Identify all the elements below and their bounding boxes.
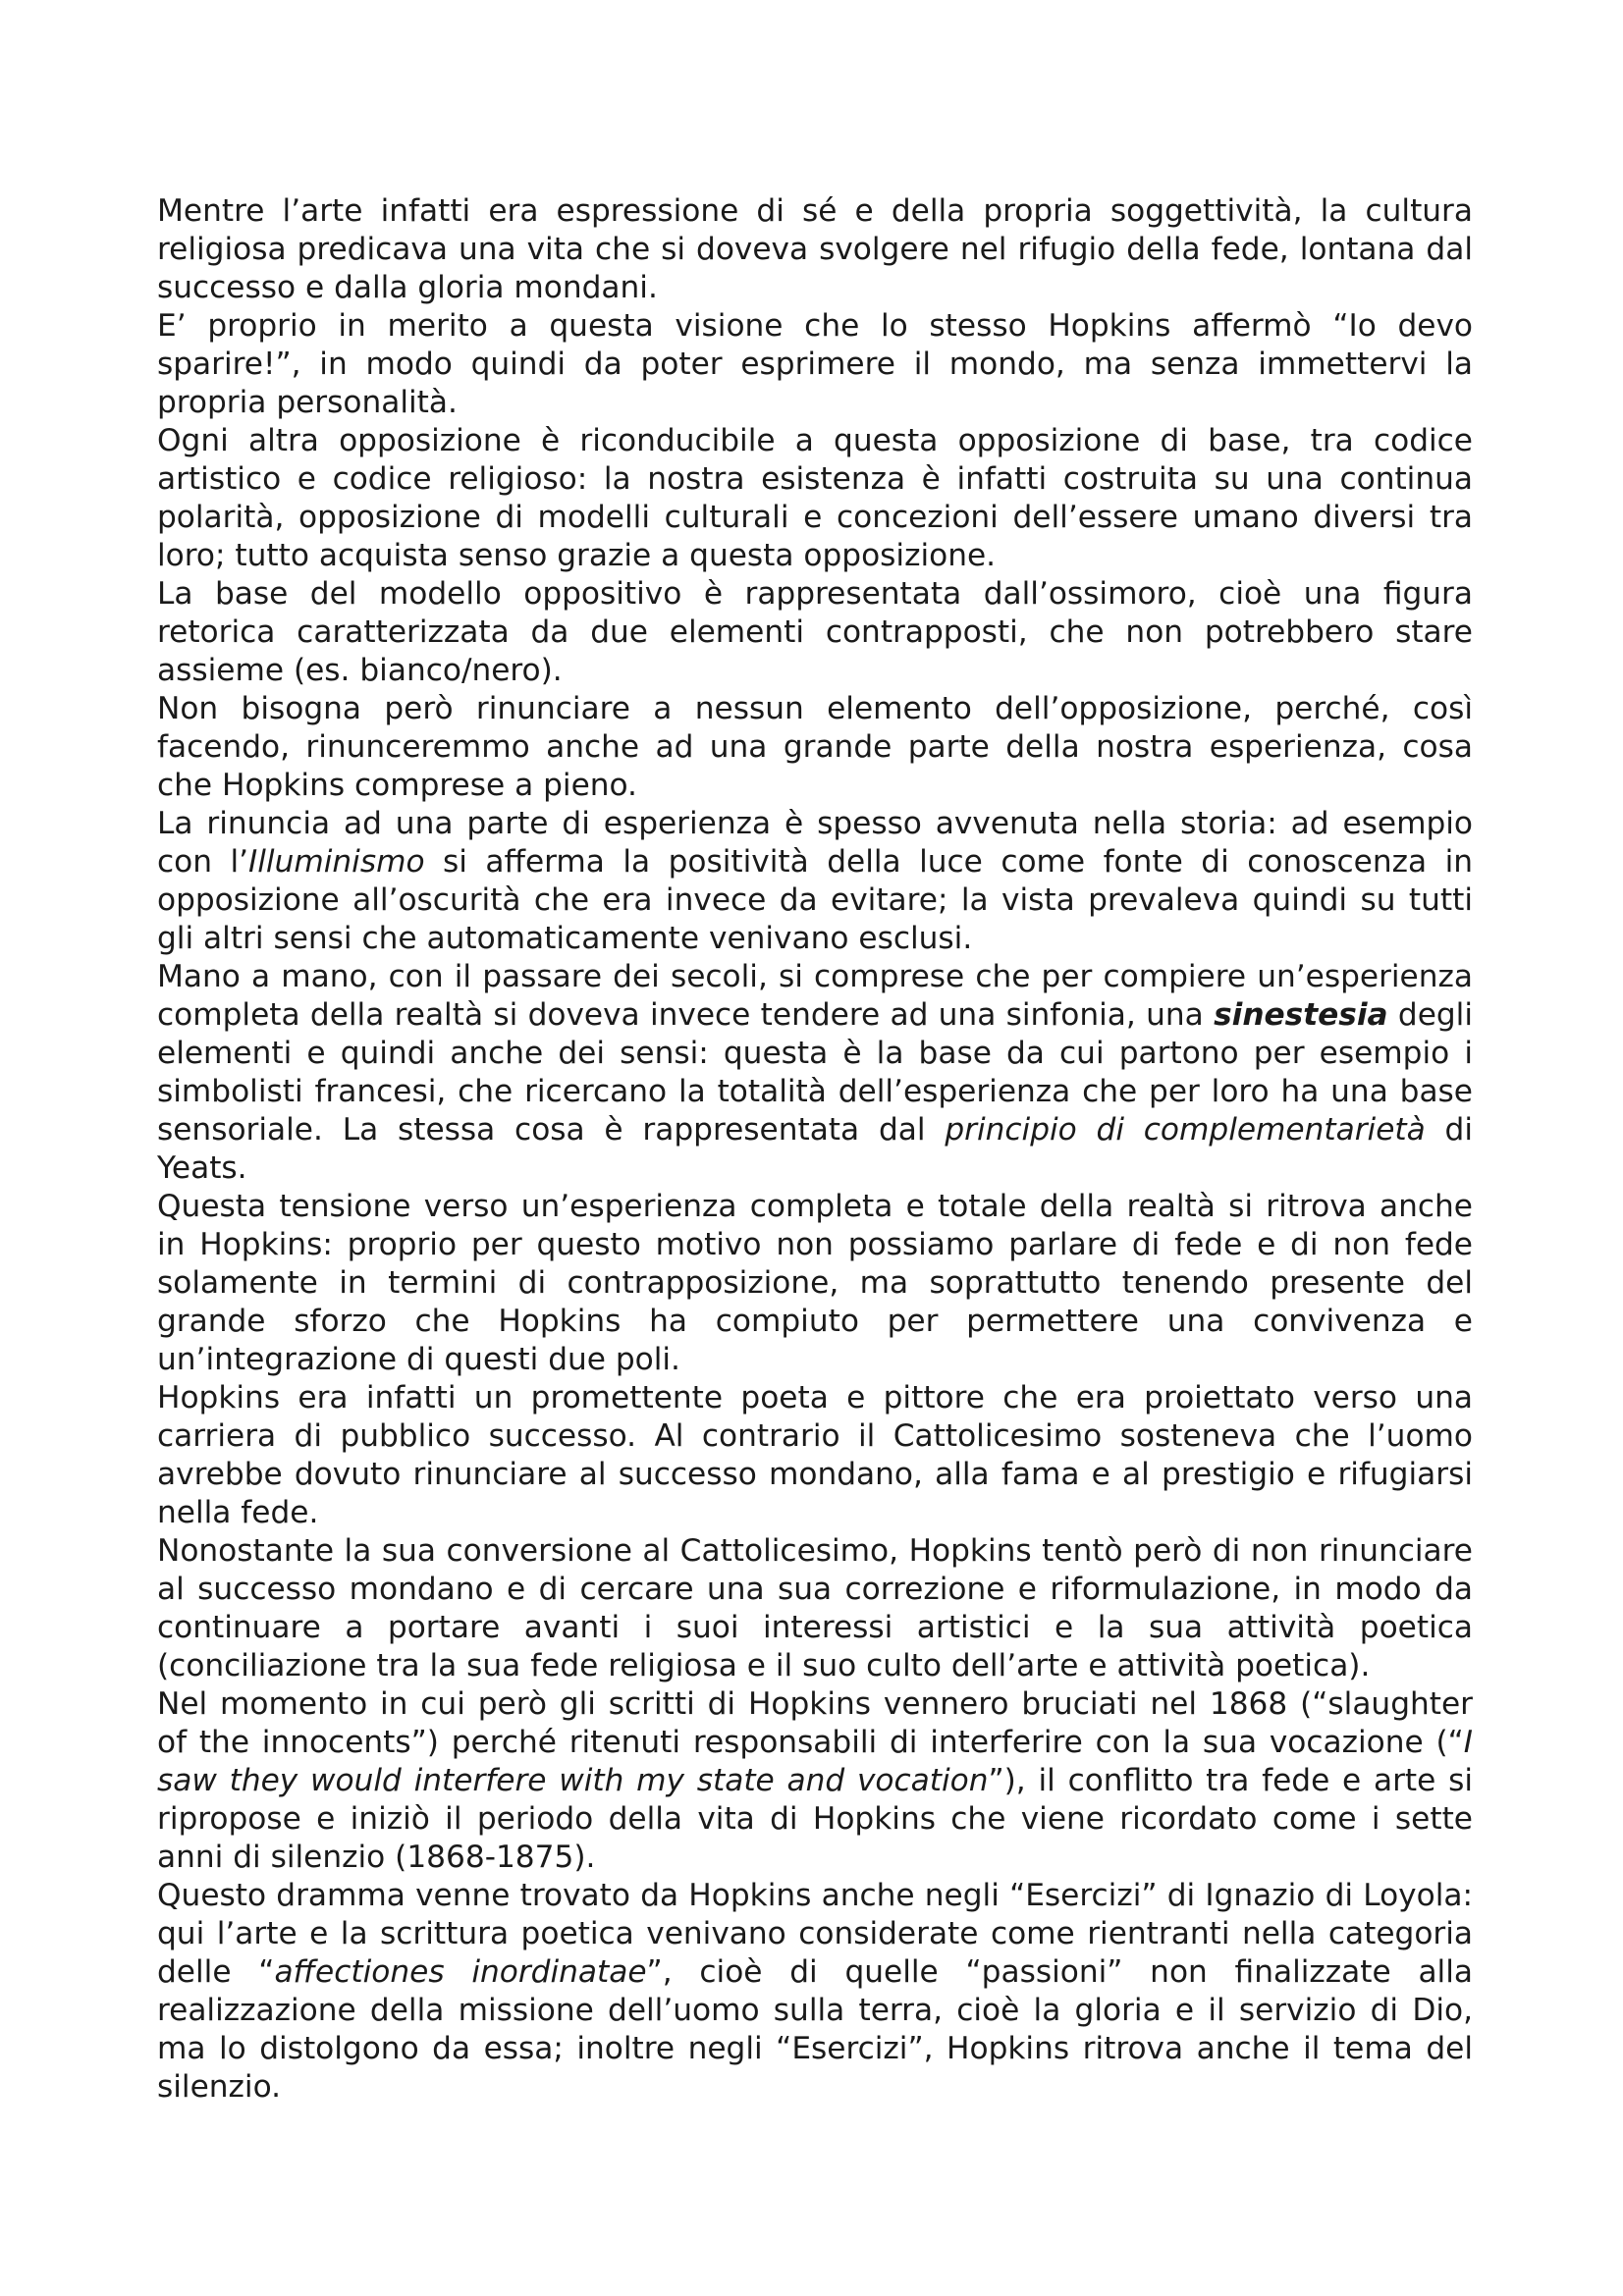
- paragraph-12-text-b: ”, cioè di quelle “passioni” non finalizzate alla realizzazione della missione dell’uomo sulla terra, cioè la gloria e il servizio di Dio, ma lo distolgono da essa; inoltre negli “Esercizi”, Hopkins ritrova anche il tema del silenzio.: [157, 1954, 1473, 2105]
- sinestesia-term: [1214, 997, 1388, 1033]
- paragraph-10: Nonostante la sua conversione al Cattolicesimo, Hopkins tentò però di non rinunciare al successo mondano e di cercare una sua correzione e riformulazione, in modo da continuare a portare avanti i suoi interessi artistici e la sua attività poetica (conciliazione tra la sua fede religiosa e il suo culto dell’arte e attività poetica).: [157, 1533, 1473, 1683]
- paragraph-12-text-a: Questo dramma venne trovato da Hopkins anche negli “Esercizi” di Ignazio di Loyola: qui l’arte e la scrittura poetica venivano considerate come rientranti nella categoria delle “: [157, 1878, 1473, 1990]
- affectiones-term: affectiones inordinatae: [274, 1954, 647, 1990]
- paragraph-6: [157, 805, 1473, 958]
- complementarieta-term: principio di complementarietà: [945, 1112, 1426, 1148]
- paragraph-4: La base del modello oppositivo è rappresentata dall’ossimoro, cioè una figura retorica caratterizzata da due elementi contrapposti, che non potrebbero stare assieme (es. bianco/nero).: [157, 576, 1473, 688]
- sinestesia-term-italic: sinestesia: [1214, 997, 1388, 1033]
- paragraph-11: [157, 1685, 1473, 1877]
- paragraph-9: Hopkins era infatti un promettente poeta e pittore che era proiettato verso una carriera di pubblico successo. Al contrario il Cattolicesimo sosteneva che l’uomo avrebbe dovuto rinunciare al successo mondano, alla fama e al prestigio e rifugiarsi nella fede.: [157, 1380, 1473, 1530]
- quote-italic: I saw they would interfere with my state and vocation: [157, 1725, 1473, 1798]
- paragraph-8: Questa tensione verso un’esperienza completa e totale della realtà si ritrova anche in Hopkins: proprio per questo motivo non possiamo parlare di fede e di non fede solamente in termini di contrapposizione, ma soprattutto tenendo presente del grande sforzo che Hopkins ha compiuto per permettere una convivenza e un’integrazione di questi due poli.: [157, 1189, 1473, 1377]
- paragraph-12: [157, 1877, 1473, 2107]
- paragraph-11-text-b: ”), il conflitto tra fede e arte si ripropose e iniziò il periodo della vita di Hopkins che viene ricordato come i sette anni di silenzio (1868-1875).: [157, 1763, 1473, 1875]
- paragraph-2: E’ proprio in merito a questa visione che lo stesso Hopkins affermò “Io devo sparire!”, in modo quindi da poter esprimere il mondo, ma senza immettervi la propria personalità.: [157, 308, 1473, 420]
- paragraph-5: Non bisogna però rinunciare a nessun elemento dell’opposizione, perché, così facendo, rinunceremmo anche ad una grande parte della nostra esperienza, cosa che Hopkins comprese a pieno.: [157, 691, 1473, 803]
- paragraph-7-text-a: Mano a mano, con il passare dei secoli, si comprese che per compiere un’esperienza completa della realtà si doveva invece tendere ad una sinfonia, una: [157, 959, 1473, 1033]
- paragraph-7-text-c: di Yeats.: [157, 1112, 1473, 1186]
- paragraph-7-text-b: degli elementi e quindi anche dei sensi: questa è la base da cui partono per esempio i simbolisti francesi, che ricercano la totalità dell’esperienza che per loro ha una base sensoriale. La stessa cosa è rappresentata dal: [157, 997, 1474, 1148]
- paragraph-6-text-b: si afferma la positività della luce come fonte di conoscenza in opposizione all’oscurità che era invece da evitare; la vista prevaleva quindi su tutti gli altri sensi che automaticamente venivano esclusi.: [157, 844, 1473, 956]
- paragraph-6-text-a: La rinuncia ad una parte di esperienza è spesso avvenuta nella storia: ad esempio con l’: [157, 806, 1473, 880]
- paragraph-3: Ogni altra opposizione è riconducibile a questa opposizione di base, tra codice artistico e codice religioso: la nostra esistenza è infatti costruita su una continua polarità, opposizione di modelli culturali e concezioni dell’essere umano diversi tra loro; tutto acquista senso grazie a questa opposizione.: [157, 423, 1473, 573]
- paragraph-7: [157, 958, 1473, 1188]
- paragraph-1: Mentre l’arte infatti era espressione di sé e della propria soggettività, la cultura religiosa predicava una vita che si doveva svolgere nel rifugio della fede, lontana dal successo e dalla gloria mondani.: [157, 193, 1473, 305]
- document-page: [157, 192, 1473, 2107]
- paragraph-11-text-a: Nel momento in cui però gli scritti di Hopkins vennero bruciati nel 1868 (“slaughter of the innocents”) perché ritenuti responsabili di interferire con la sua vocazione (“: [157, 1686, 1473, 1760]
- illuminismo-term: Illuminismo: [248, 844, 425, 880]
